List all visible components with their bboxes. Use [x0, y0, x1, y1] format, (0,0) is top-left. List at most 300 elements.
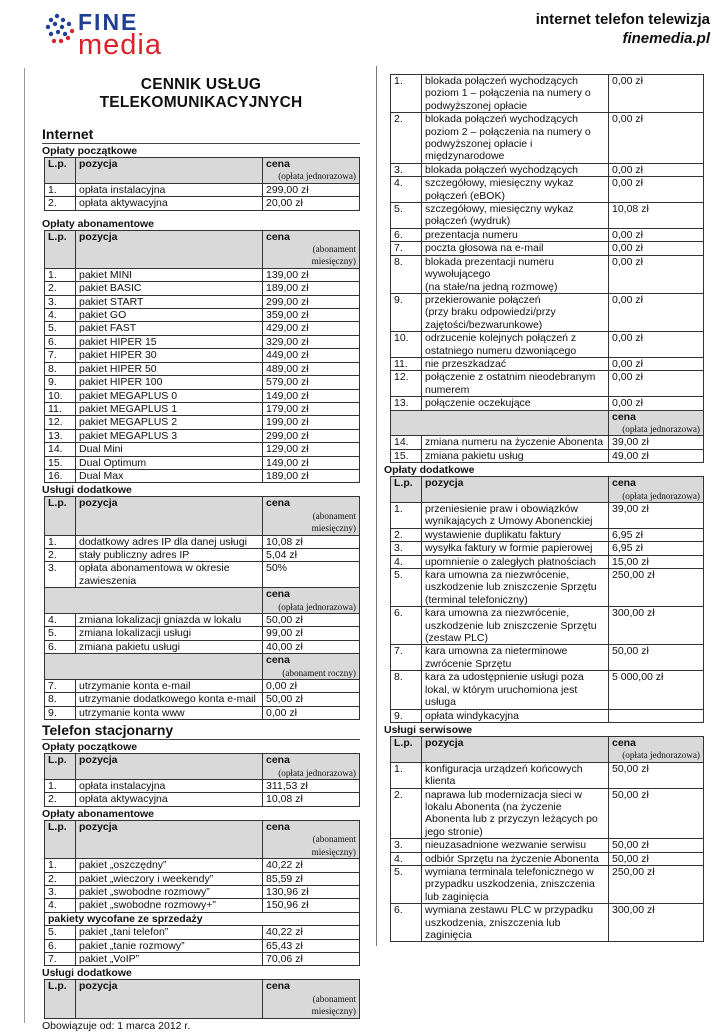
row-price: 329,00 zł: [263, 335, 360, 348]
table-row: [45, 872, 360, 885]
group-label: pakiety wycofane ze sprzedaży: [45, 912, 360, 925]
header-position: pozycja: [76, 980, 263, 1018]
phone-service-label: Usługi serwisowe: [384, 723, 473, 736]
row-price: 299,00 zł: [263, 183, 360, 196]
table-header-row: [45, 158, 360, 184]
table-row: [45, 535, 360, 548]
row-price: 6,95 zł: [609, 528, 704, 541]
row-position: pakiet MEGAPLUS 1: [76, 402, 263, 415]
table-row: [391, 293, 704, 331]
row-lp: 5.: [391, 569, 422, 607]
row-lp: 3.: [391, 163, 422, 176]
logo-text-bottom: media: [78, 29, 162, 60]
row-price: 65,43 zł: [263, 939, 360, 952]
row-position: pakiet „tani telefon”: [76, 926, 263, 939]
subheader-spacer: [45, 654, 263, 680]
table-row: [391, 865, 704, 903]
row-lp: 1.: [391, 762, 422, 788]
table-row: [45, 885, 360, 898]
row-lp: 1.: [45, 183, 76, 196]
header-price: [263, 158, 360, 184]
table-row: [391, 852, 704, 865]
row-position: pakiet BASIC: [76, 282, 263, 295]
row-position: poczta głosowa na e-mail: [422, 242, 609, 255]
row-price: 250,00 zł: [609, 865, 704, 903]
row-position: stały publiczny adres IP: [76, 548, 263, 561]
header-price: [263, 230, 360, 268]
table-row: [391, 203, 704, 229]
table-subheader-row: [45, 588, 360, 614]
table-row: [391, 449, 704, 462]
phone-extra-label: Usługi dodatkowe: [42, 967, 132, 980]
row-price: 579,00 zł: [263, 376, 360, 389]
row-position: Dual Max: [76, 469, 263, 482]
price-label: cena: [612, 736, 636, 749]
row-lp: 4.: [391, 177, 422, 203]
table-row: [391, 709, 704, 722]
row-lp: 13.: [45, 429, 76, 442]
row-position: naprawa lub modernizacja sieci w lokalu Abonenta (na życzenie Abonenta lub z przyczyn leżących po jego stronie): [422, 788, 609, 839]
table-row: [391, 839, 704, 852]
row-lp: 4.: [391, 852, 422, 865]
table-row: [45, 952, 360, 965]
table-row: [391, 607, 704, 645]
row-position: opłata aktywacyjna: [76, 197, 263, 210]
row-position: pakiet HIPER 30: [76, 349, 263, 362]
table-row: [391, 671, 704, 709]
row-price: 0,00 zł: [263, 706, 360, 719]
row-price: 449,00 zł: [263, 349, 360, 362]
row-position: odrzucenie kolejnych połączeń z ostatniego numeru dzwoniącego: [422, 332, 609, 358]
table-group-row: [45, 912, 360, 925]
table-row: [45, 469, 360, 482]
row-price: 39,00 zł: [609, 503, 704, 529]
table-row: [391, 762, 704, 788]
internet-subs-table: [44, 230, 360, 484]
price-period-note: (opłata jednorazowa): [278, 601, 356, 612]
row-position: pakiet MEGAPLUS 3: [76, 429, 263, 442]
row-price: 40,00 zł: [263, 640, 360, 653]
row-position: blokada połączeń wychodzących poziom 1 – połączenia na numery o podwyższonej opłacie: [422, 75, 609, 113]
table-row: [45, 640, 360, 653]
row-lp: 4.: [45, 309, 76, 322]
table-row: [45, 456, 360, 469]
logo-globe-icon: [46, 14, 71, 36]
row-lp: 2.: [45, 872, 76, 885]
row-position: pakiet HIPER 15: [76, 335, 263, 348]
table-row: [391, 163, 704, 176]
table-row: [45, 322, 360, 335]
row-price: 0,00 zł: [609, 163, 704, 176]
price-period-note: (abonament miesięczny): [311, 993, 356, 1017]
row-lp: 2.: [391, 788, 422, 839]
row-position: wymiana terminala telefonicznego w przypadku uszkodzenia, zniszczenia lub zaginięcia: [422, 865, 609, 903]
row-price: 300,00 zł: [609, 904, 704, 942]
row-lp: 7.: [391, 645, 422, 671]
price-label: cena: [266, 754, 290, 767]
row-position: pakiet HIPER 50: [76, 362, 263, 375]
row-price: 5,04 zł: [263, 548, 360, 561]
row-lp: 6.: [391, 607, 422, 645]
row-price: 0,00 zł: [609, 397, 704, 410]
row-position: pakiet GO: [76, 309, 263, 322]
table-header-row: [391, 477, 704, 503]
section-divider: [42, 143, 360, 144]
price-label: cena: [612, 410, 636, 423]
row-position: Dual Optimum: [76, 456, 263, 469]
fine-media-logo: [42, 8, 214, 60]
column-divider: [376, 66, 377, 946]
row-lp: 3.: [45, 562, 76, 588]
row-lp: 3.: [45, 295, 76, 308]
row-price: 99,00 zł: [263, 627, 360, 640]
row-position: pakiet HIPER 100: [76, 376, 263, 389]
row-lp: 15.: [45, 456, 76, 469]
table-row: [45, 183, 360, 196]
table-row: [391, 332, 704, 358]
row-lp: 2.: [391, 113, 422, 164]
row-price: 0,00 zł: [609, 177, 704, 203]
table-row: [45, 416, 360, 429]
table-header-row: [45, 820, 360, 858]
row-price: 149,00 zł: [263, 456, 360, 469]
table-row: [45, 780, 360, 793]
table-row: [45, 268, 360, 281]
row-lp: 1.: [45, 780, 76, 793]
row-price: 0,00 zł: [609, 75, 704, 113]
row-lp: 8.: [45, 362, 76, 375]
row-price: 0,00 zł: [609, 255, 704, 293]
row-lp: 5.: [391, 865, 422, 903]
row-lp: 13.: [391, 397, 422, 410]
price-label: cena: [266, 158, 290, 170]
row-price: 0,00 zł: [609, 242, 704, 255]
row-price: 40,22 zł: [263, 859, 360, 872]
row-lp: 12.: [45, 416, 76, 429]
row-lp: 6.: [391, 904, 422, 942]
row-lp: 9.: [391, 709, 422, 722]
table-row: [391, 371, 704, 397]
tagline: internet telefon telewizja: [535, 11, 710, 28]
price-label: cena: [612, 477, 636, 490]
row-price: 179,00 zł: [263, 402, 360, 415]
row-position: szczegółowy, miesięczny wykaz połączeń (eBOK): [422, 177, 609, 203]
table-row: [45, 548, 360, 561]
row-position: pakiet MINI: [76, 268, 263, 281]
header-position: pozycja: [76, 158, 263, 184]
table-row: [45, 402, 360, 415]
row-price: 40,22 zł: [263, 926, 360, 939]
row-position: utrzymanie dodatkowego konta e-mail: [76, 693, 263, 706]
table-row: [45, 349, 360, 362]
phone-start-table: [44, 753, 360, 807]
row-lp: 14.: [391, 436, 422, 449]
internet-start-table: [44, 157, 360, 211]
header-lp: L.p.: [45, 980, 76, 1018]
row-price: 311,53 zł: [263, 780, 360, 793]
price-period-note: (abonament miesięczny): [311, 244, 356, 267]
row-position: pakiet „swobodne rozmowy”: [76, 885, 263, 898]
row-lp: 2.: [45, 548, 76, 561]
table-row: [45, 295, 360, 308]
table-header-row: [45, 497, 360, 535]
row-position: zmiana pakietu usług: [422, 449, 609, 462]
row-position: opłata instalacyjna: [76, 780, 263, 793]
row-price: 250,00 zł: [609, 569, 704, 607]
row-price: 149,00 zł: [263, 389, 360, 402]
row-position: pakiet „tanie rozmowy”: [76, 939, 263, 952]
row-lp: 7.: [45, 680, 76, 693]
row-position: nie przeszkadzać: [422, 357, 609, 370]
row-position: blokada połączeń wychodzących poziom 2 – połączenia na numery o podwyższonej opłacie i międzynarodowe: [422, 113, 609, 164]
table-row: [391, 177, 704, 203]
row-lp: 14.: [45, 443, 76, 456]
price-period-note: (opłata jednorazowa): [278, 767, 356, 778]
row-price: 359,00 zł: [263, 309, 360, 322]
price-label: cena: [266, 654, 290, 667]
header-price: [263, 820, 360, 858]
table-subheader-row: [45, 654, 360, 680]
header-position: pozycja: [76, 754, 263, 780]
row-lp: 2.: [391, 528, 422, 541]
row-price: 0,00 zł: [609, 357, 704, 370]
valid-from-note: Obowiązuje od: 1 marca 2012 r.: [42, 1019, 191, 1032]
row-lp: 6.: [391, 228, 422, 241]
table-row: [45, 562, 360, 588]
header-lp: L.p.: [45, 754, 76, 780]
row-price: 299,00 zł: [263, 429, 360, 442]
row-price: 0,00 zł: [609, 371, 704, 397]
table-row: [45, 282, 360, 295]
left-column: [42, 70, 360, 1032]
row-lp: 5.: [45, 926, 76, 939]
section-internet-title: Internet: [42, 126, 94, 142]
header-lp: L.p.: [45, 158, 76, 184]
row-position: blokada połączeń wychodzących: [422, 163, 609, 176]
row-position: zmiana lokalizacji usługi: [76, 627, 263, 640]
table-row: [391, 357, 704, 370]
row-lp: 9.: [45, 376, 76, 389]
row-price: 6,95 zł: [609, 542, 704, 555]
table-row: [391, 436, 704, 449]
row-price: 189,00 zł: [263, 469, 360, 482]
header-position: pozycja: [76, 497, 263, 535]
table-row: [391, 113, 704, 164]
table-row: [391, 569, 704, 607]
row-lp: 12.: [391, 371, 422, 397]
header-position: pozycja: [422, 477, 609, 503]
table-header-row: [45, 230, 360, 268]
table-row: [45, 693, 360, 706]
table-row: [391, 228, 704, 241]
row-position: pakiet FAST: [76, 322, 263, 335]
header-tagline-block: [536, 10, 710, 48]
price-period-note: (abonament roczny): [282, 667, 356, 678]
subheader-price: [263, 654, 360, 680]
row-price: 50,00 zł: [609, 645, 704, 671]
left-margin-line: [24, 68, 25, 1023]
header-lp: L.p.: [391, 477, 422, 503]
subheader-price: [609, 410, 704, 436]
table-subheader-row: [391, 410, 704, 436]
row-lp: 4.: [45, 899, 76, 912]
row-position: połączenie oczekujące: [422, 397, 609, 410]
row-lp: 8.: [391, 671, 422, 709]
row-price: 150,96 zł: [263, 899, 360, 912]
table-row: [45, 389, 360, 402]
phone-fees-label: Opłaty dodatkowe: [384, 464, 475, 477]
row-lp: 2.: [45, 197, 76, 210]
row-price: 0,00 zł: [263, 680, 360, 693]
price-period-note: (opłata jednorazowa): [622, 750, 700, 761]
right-column: [384, 74, 704, 942]
row-price: 0,00 zł: [609, 293, 704, 331]
row-position: kara umowna za niezwrócenie, uszkodzenie lub zniszczenie Sprzętu (terminal telefoniczny): [422, 569, 609, 607]
row-lp: 2.: [45, 793, 76, 806]
row-lp: 9.: [45, 706, 76, 719]
section-phone-title: Telefon stacjonarny: [42, 722, 174, 739]
price-period-note: (abonament miesięczny): [311, 510, 356, 534]
row-position: zmiana numeru na życzenie Abonenta: [422, 436, 609, 449]
row-lp: 8.: [45, 693, 76, 706]
row-lp: 16.: [45, 469, 76, 482]
row-lp: 5.: [45, 322, 76, 335]
row-lp: 10.: [391, 332, 422, 358]
row-position: wysyłka faktury w formie papierowej: [422, 542, 609, 555]
row-price: 0,00 zł: [609, 228, 704, 241]
row-price: 5 000,00 zł: [609, 671, 704, 709]
table-row: [391, 255, 704, 293]
row-price: 139,00 zł: [263, 268, 360, 281]
price-period-note: (opłata jednorazowa): [622, 423, 700, 434]
row-lp: 3.: [391, 839, 422, 852]
row-position: opłata abonamentowa w okresie zawieszenia: [76, 562, 263, 588]
row-lp: 7.: [45, 349, 76, 362]
table-row: [45, 627, 360, 640]
row-position: przekierowanie połączeń (przy braku odpowiedzi/przy zajętości/bezwarunkowe): [422, 293, 609, 331]
row-position: wystawienie duplikatu faktury: [422, 528, 609, 541]
table-header-row: [391, 736, 704, 762]
price-label: cena: [266, 230, 290, 243]
price-period-note: (opłata jednorazowa): [278, 171, 356, 182]
table-row: [45, 614, 360, 627]
internet-extra-label: Usługi dodatkowe: [42, 484, 132, 497]
table-row: [45, 429, 360, 442]
row-price: 50,00 zł: [609, 852, 704, 865]
table-row: [391, 397, 704, 410]
row-position: połączenie z ostatnim nieodebranym numerem: [422, 371, 609, 397]
header-price: [609, 736, 704, 762]
row-price: 130,96 zł: [263, 885, 360, 898]
row-position: utrzymanie konta e-mail: [76, 680, 263, 693]
row-price: 50,00 zł: [609, 839, 704, 852]
table-row: [45, 926, 360, 939]
table-row: [45, 859, 360, 872]
row-lp: 5.: [391, 203, 422, 229]
row-price: 50,00 zł: [609, 762, 704, 788]
table-row: [391, 788, 704, 839]
row-price: 50,00 zł: [609, 788, 704, 839]
subheader-price: [263, 588, 360, 614]
row-price: 50,00 zł: [263, 614, 360, 627]
table-row: [45, 335, 360, 348]
row-position: pakiet „swobodne rozmowy+”: [76, 899, 263, 912]
row-lp: 9.: [391, 293, 422, 331]
row-lp: 6.: [45, 640, 76, 653]
row-lp: 1.: [391, 503, 422, 529]
table-row: [45, 362, 360, 375]
table-row: [391, 242, 704, 255]
row-lp: 4.: [45, 614, 76, 627]
table-header-row: [45, 754, 360, 780]
row-price: 50%: [263, 562, 360, 588]
logo-text-top: FINE: [78, 9, 139, 35]
row-price: 429,00 zł: [263, 322, 360, 335]
price-label: cena: [266, 820, 290, 833]
header-lp: L.p.: [45, 230, 76, 268]
header-lp: L.p.: [45, 820, 76, 858]
table-header-row: [45, 980, 360, 1018]
table-row: [391, 75, 704, 113]
row-position: nieuzasadnione wezwanie serwisu: [422, 839, 609, 852]
row-position: blokada prezentacji numeru wywołującego (na stałe/na jedną rozmowę): [422, 255, 609, 293]
internet-subs-label: Opłaty abonamentowe: [42, 217, 155, 230]
row-price: 50,00 zł: [263, 693, 360, 706]
row-position: zmiana lokalizacji gniazda w lokalu: [76, 614, 263, 627]
row-price: [609, 709, 704, 722]
price-period-note: (opłata jednorazowa): [622, 490, 700, 501]
phone-service-table: [390, 736, 704, 943]
header-price: [263, 754, 360, 780]
subheader-spacer: [391, 410, 609, 436]
subheader-spacer: [45, 588, 263, 614]
phone-extra-head-table: [44, 979, 360, 1018]
phone-extra-continued-table: [390, 74, 704, 463]
row-position: dodatkowy adres IP dla danej usługi: [76, 535, 263, 548]
table-row: [391, 904, 704, 942]
phone-subs-table: [44, 820, 360, 966]
phone-fees-table: [390, 476, 704, 723]
row-price: 0,00 zł: [609, 332, 704, 358]
price-label: cena: [266, 497, 290, 510]
row-price: 0,00 zł: [609, 113, 704, 164]
header-position: pozycja: [76, 230, 263, 268]
row-price: 199,00 zł: [263, 416, 360, 429]
site-link[interactable]: finemedia.pl: [622, 30, 710, 47]
row-lp: 10.: [45, 389, 76, 402]
row-lp: 6.: [45, 939, 76, 952]
table-row: [45, 939, 360, 952]
row-price: 85,59 zł: [263, 872, 360, 885]
row-position: opłata windykacyjna: [422, 709, 609, 722]
row-position: przeniesienie praw i obowiązków wynikających z Umowy Abonenckiej: [422, 503, 609, 529]
row-price: 10,08 zł: [609, 203, 704, 229]
row-position: odbiór Sprzętu na życzenie Abonenta: [422, 852, 609, 865]
price-label: cena: [266, 980, 290, 993]
row-price: 49,00 zł: [609, 449, 704, 462]
row-price: 129,00 zł: [263, 443, 360, 456]
table-row: [391, 528, 704, 541]
row-price: 489,00 zł: [263, 362, 360, 375]
table-row: [45, 309, 360, 322]
header-lp: L.p.: [391, 736, 422, 762]
page-title: CENNIK USŁUG TELEKOMUNIKACYJNYCH: [99, 76, 303, 111]
row-position: kara umowna za nieterminowe zwrócenie Sprzętu: [422, 645, 609, 671]
row-position: pakiet MEGAPLUS 0: [76, 389, 263, 402]
table-row: [45, 197, 360, 210]
row-position: pakiet „VoIP”: [76, 952, 263, 965]
table-row: [45, 376, 360, 389]
